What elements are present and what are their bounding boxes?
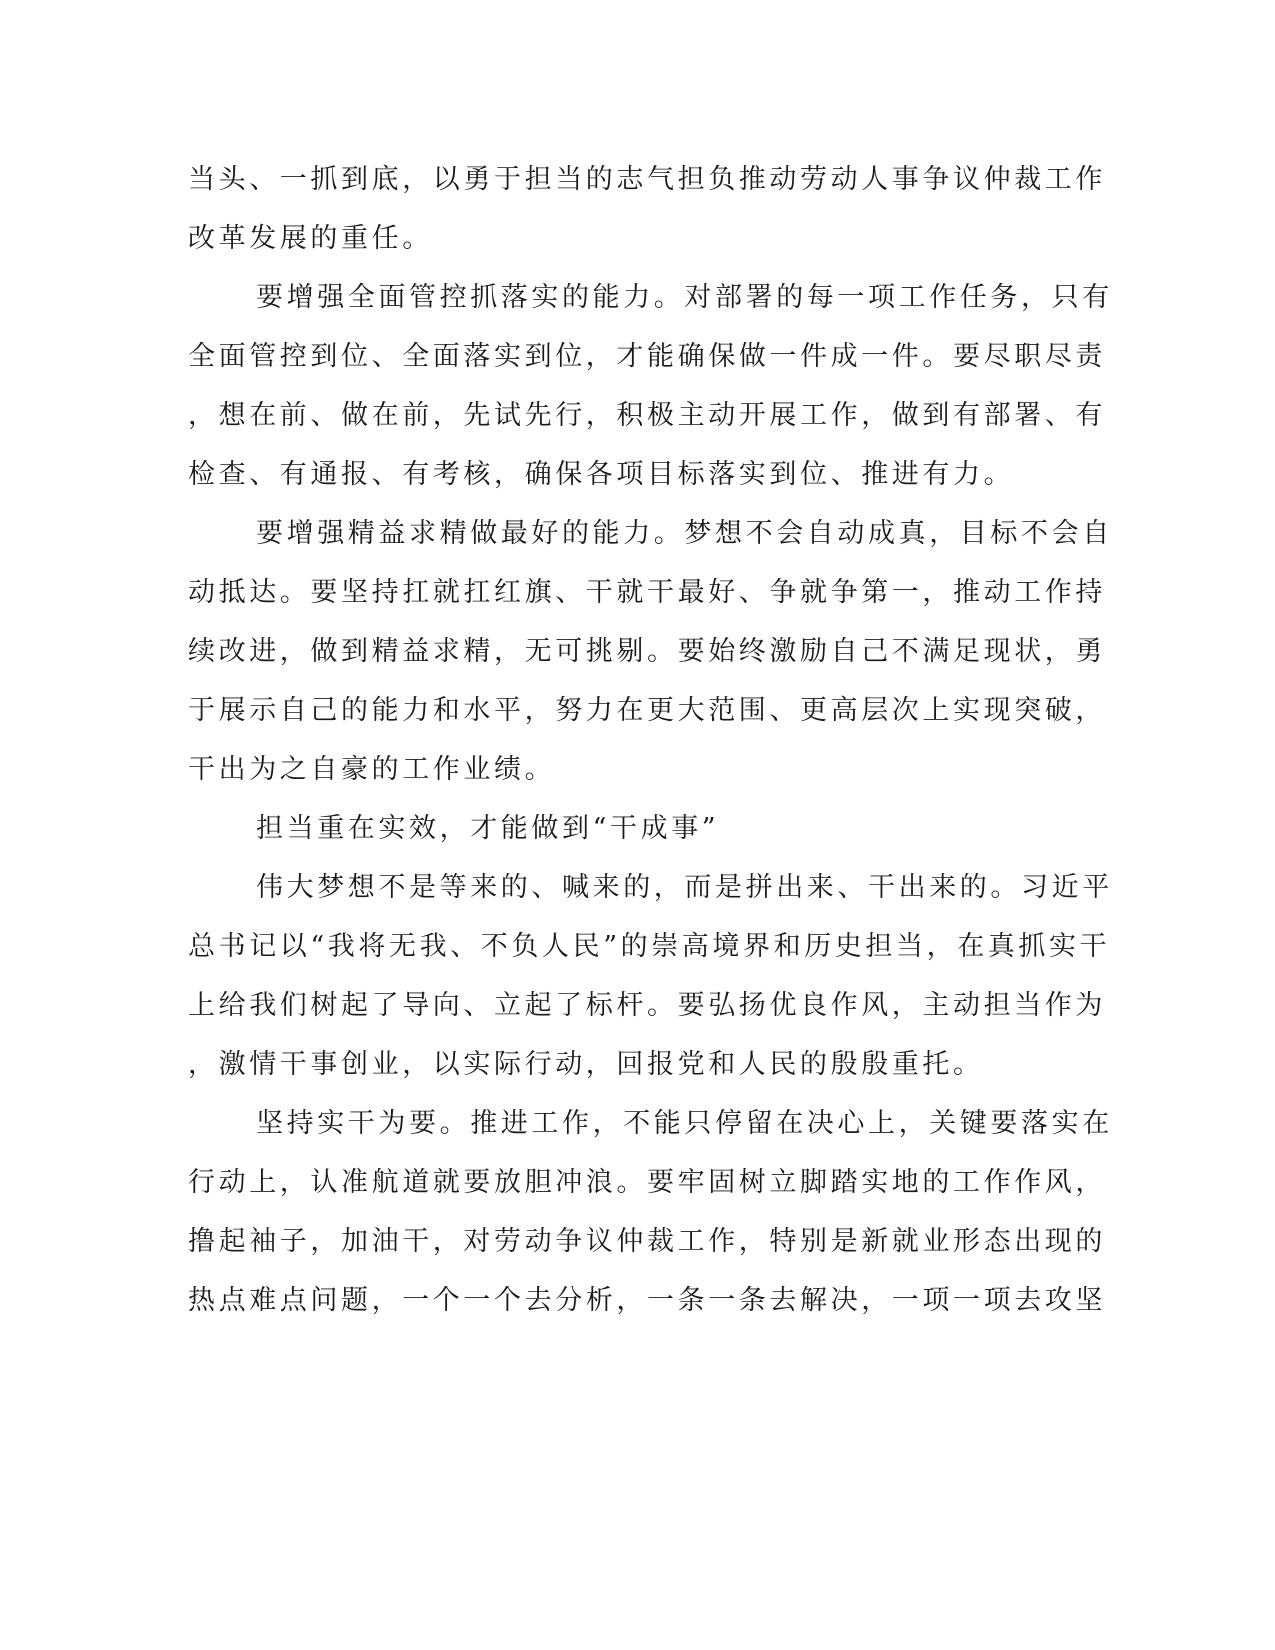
paragraph-start-line: 要增强精益求精做最好的能力。梦想不会自动成真，目标不会自 xyxy=(256,518,1113,549)
paragraph-start-line: 伟大梦想不是等来的、喊来的，而是拼出来、干出来的。习近平 xyxy=(256,872,1113,903)
text-line: 全面管控到位、全面落实到位，才能确保做一件成一件。要尽职尽责 xyxy=(188,341,1106,372)
paragraph-start-line: 要增强全面管控抓落实的能力。对部署的每一项工作任务，只有 xyxy=(256,282,1113,313)
text-line: 行动上，认准航道就要放胆冲浪。要牢固树立脚踏实地的工作作风， xyxy=(188,1167,1106,1198)
section-heading: 担当重在实效，才能做到“干成事” xyxy=(256,813,720,844)
text-line: ，激情干事创业，以实际行动，回报党和人民的殷殷重托。 xyxy=(188,1049,984,1080)
text-line: 续改进，做到精益求精，无可挑剔。要始终激励自己不满足现状，勇 xyxy=(188,636,1106,667)
text-line: 动抵达。要坚持扛就扛红旗、干就干最好、争就争第一，推动工作持 xyxy=(188,577,1106,608)
text-line: ，想在前、做在前，先试先行，积极主动开展工作，做到有部署、有 xyxy=(188,400,1106,431)
text-line: 改革发展的重任。 xyxy=(188,223,433,254)
text-line: 检查、有通报、有考核，确保各项目标落实到位、推进有力。 xyxy=(188,459,1015,490)
paragraph-start-line: 坚持实干为要。推进工作，不能只停留在决心上，关键要落实在 xyxy=(256,1108,1113,1139)
text-line: 当头、一抓到底，以勇于担当的志气担负推动劳动人事争议仲裁工作 xyxy=(188,164,1106,195)
text-line: 热点难点问题，一个一个去分析，一条一条去解决，一项一项去攻坚 xyxy=(188,1285,1106,1316)
text-line: 总书记以“我将无我、不负人民”的崇高境界和历史担当，在真抓实干 xyxy=(188,931,1111,962)
text-line: 上给我们树起了导向、立起了标杆。要弘扬优良作风，主动担当作为 xyxy=(188,990,1106,1021)
text-line: 撸起袖子，加油干，对劳动争议仲裁工作，特别是新就业形态出现的 xyxy=(188,1226,1106,1257)
text-line: 于展示自己的能力和水平，努力在更大范围、更高层次上实现突破， xyxy=(188,695,1106,726)
text-line: 干出为之自豪的工作业绩。 xyxy=(188,754,556,785)
